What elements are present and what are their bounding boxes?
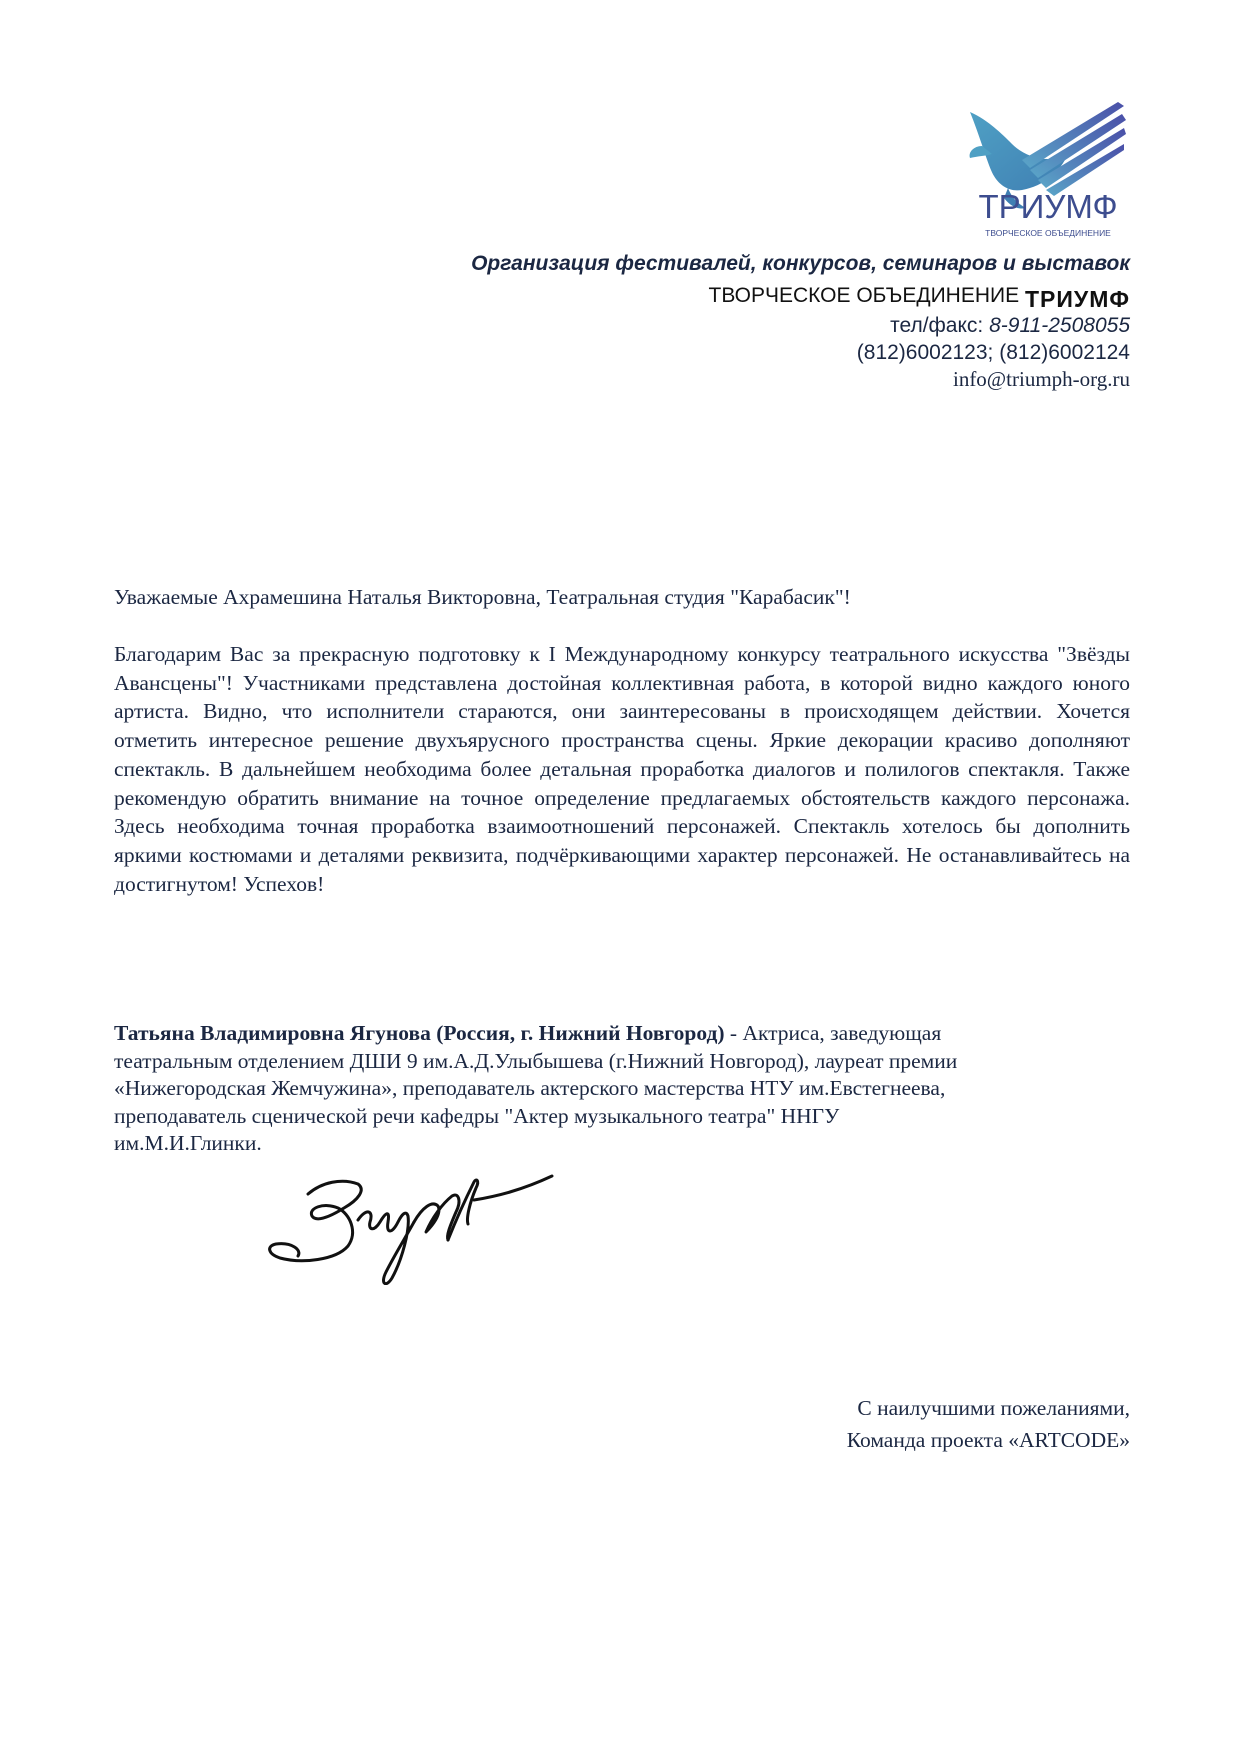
letter-body: Благодарим Вас за прекрасную подготовку к I Международному конкурсу театрального искусства "Звёзды Авансцены"! Участниками представлена достойная коллективная работа, в которой видно каждого юного артиста. Видно, что исполнители стараются, они заинтересованы в происходящем действии. Хочется отметить интересное решение двухъярусного пространства сцены. Яркие декорации красиво дополняют спектакль. В дальнейшем необходима более детальная проработка диалогов и полилогов спектакля. Также рекомендую обратить внимание на точное определение предлагаемых обстоятельств каждого персонажа. Здесь необходима точная проработка взаимоотношений персонажей. Спектакль хотелось бы дополнить яркими костюмами и деталями реквизита, подчёркивающими характер персонажей. Не останавливайтесь на достигнутом! Успехов! — [114, 642, 1130, 896]
signer-name: Татьяна Владимировна Ягунова (Россия, г. Нижний Новгород) — [114, 1021, 725, 1045]
signer-bio-1: - Актриса, заведующая — [724, 1021, 942, 1045]
signer-block — [114, 1020, 1130, 1158]
phone-main: 8-911-2508055 — [989, 314, 1130, 337]
logo-title: ТРИУМФ — [978, 188, 1118, 225]
signer-bio-3: «Нижегородская Жемчужина», преподаватель актерского мастерства НТУ им.Евстегнеева, — [114, 1076, 946, 1100]
phone-line — [890, 314, 1130, 338]
signer-bio-4: преподаватель сценической речи кафедры "Актер музыкального театра" ННГУ — [114, 1103, 840, 1128]
dove-logo-icon — [968, 100, 1130, 253]
phones-extra: (812)6002123; (812)6002124 — [856, 341, 1130, 364]
email-link[interactable]: info@triumph-org.ru — [952, 367, 1130, 391]
org-brand: ТРИУМФ — [1024, 286, 1130, 312]
letter-greeting: Уважаемые Ахрамешина Наталья Викторовна, Театральная студия "Карабасик"! — [114, 585, 851, 609]
signer-bio-5: им.М.И.Глинки. — [114, 1131, 262, 1155]
phone-label: тел/факс: — [890, 314, 990, 337]
closing-line-2: Команда проекта «ARTCODE» — [846, 1428, 1130, 1452]
org-prefix: ТВОРЧЕСКОЕ ОБЪЕДИНЕНИЕ — [708, 284, 1025, 307]
signer-bio-2: театральным отделением ДШИ 9 им.А.Д.Улыбышева (г.Нижний Новгород), лауреат премии — [114, 1048, 958, 1073]
org-tagline: Организация фестивалей, конкурсов, семинаров и выставок — [471, 252, 1130, 275]
logo-subtitle: ТВОРЧЕСКОЕ ОБЪЕДИНЕНИЕ — [985, 228, 1111, 238]
org-name — [708, 281, 1131, 312]
closing-line-1: С наилучшими пожеланиями, — [857, 1396, 1130, 1420]
handwritten-signature-icon — [262, 1160, 572, 1285]
